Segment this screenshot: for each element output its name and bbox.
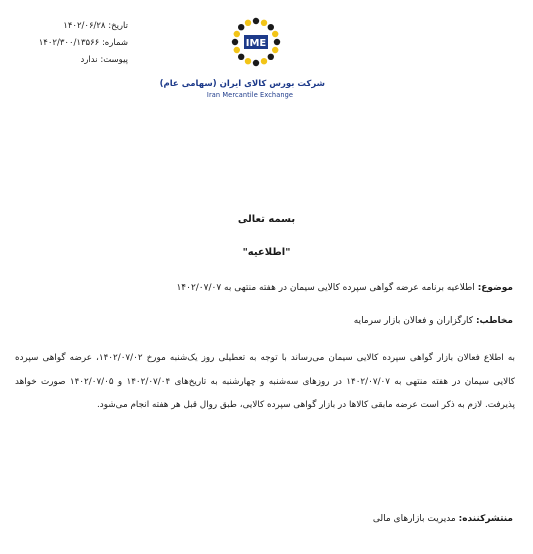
- number-label: شماره:: [101, 38, 128, 48]
- attachment-label: پیوست:: [100, 55, 128, 65]
- number-row: [18, 35, 128, 52]
- number-value: ۱۴۰۲/۳۰۰/۱۳۵۶۶: [38, 38, 100, 48]
- company-block: [159, 79, 325, 99]
- date-label: تاریخ:: [108, 21, 128, 31]
- attachment-row: [18, 52, 128, 69]
- addressee-label: مخاطب:: [475, 316, 513, 326]
- publisher-label: منتشرکننده:: [458, 514, 513, 524]
- publisher-line: [18, 514, 513, 524]
- date-value: ۱۴۰۲/۰۶/۲۸: [63, 21, 106, 31]
- ime-logo: [230, 16, 282, 68]
- attachment-value: ندارد: [80, 55, 98, 65]
- company-name-fa: شرکت بورس کالای ایران (سهامی عام): [159, 79, 325, 89]
- notice-title: "اطلاعیه": [242, 247, 291, 258]
- subject-text: اطلاعیه برنامه عرضه گواهی سپرده کالایی سیمان در هفته منتهی به ۱۴۰۲/۰۷/۰۷: [176, 283, 475, 293]
- notice-body: به اطلاع فعالان بازار گواهی سپرده کالایی سیمان می‌رساند با توجه به تعطیلی روز یک‌شنبه مورخ ۱۴۰۲/۰۷/۰۲، عرضه گواهی سپرده کالایی سیمان در هفته منتهی به ۱۴۰۲/۰۷/۰۷ در روزهای سه‌شنبه و چهارشنبه به تاریخ‌های ۱۴۰۲/۰۷/۰۴ و ۱۴۰۲/۰۷/۰۵ صورت خواهد پذیرفت. لازم به ذکر است عرضه مابقی کالاها در بازار گواهی سپرده کالایی، طبق روال قبل هر هفته انجام می‌شود.: [15, 353, 515, 410]
- logo-text: IME: [245, 38, 267, 49]
- letter-meta: [18, 18, 128, 69]
- date-row: [18, 18, 128, 35]
- addressee-line: [18, 316, 513, 326]
- subject-label: موضوع:: [477, 283, 513, 293]
- addressee-text: کارگزاران و فعالان بازار سرمایه: [353, 316, 474, 326]
- publisher-text: مدیریت بازارهای مالی: [372, 514, 456, 524]
- company-name-en: Iran Mercantile Exchange: [206, 91, 294, 99]
- subject-line: [18, 283, 513, 293]
- basmala: بسمه تعالی: [237, 214, 296, 225]
